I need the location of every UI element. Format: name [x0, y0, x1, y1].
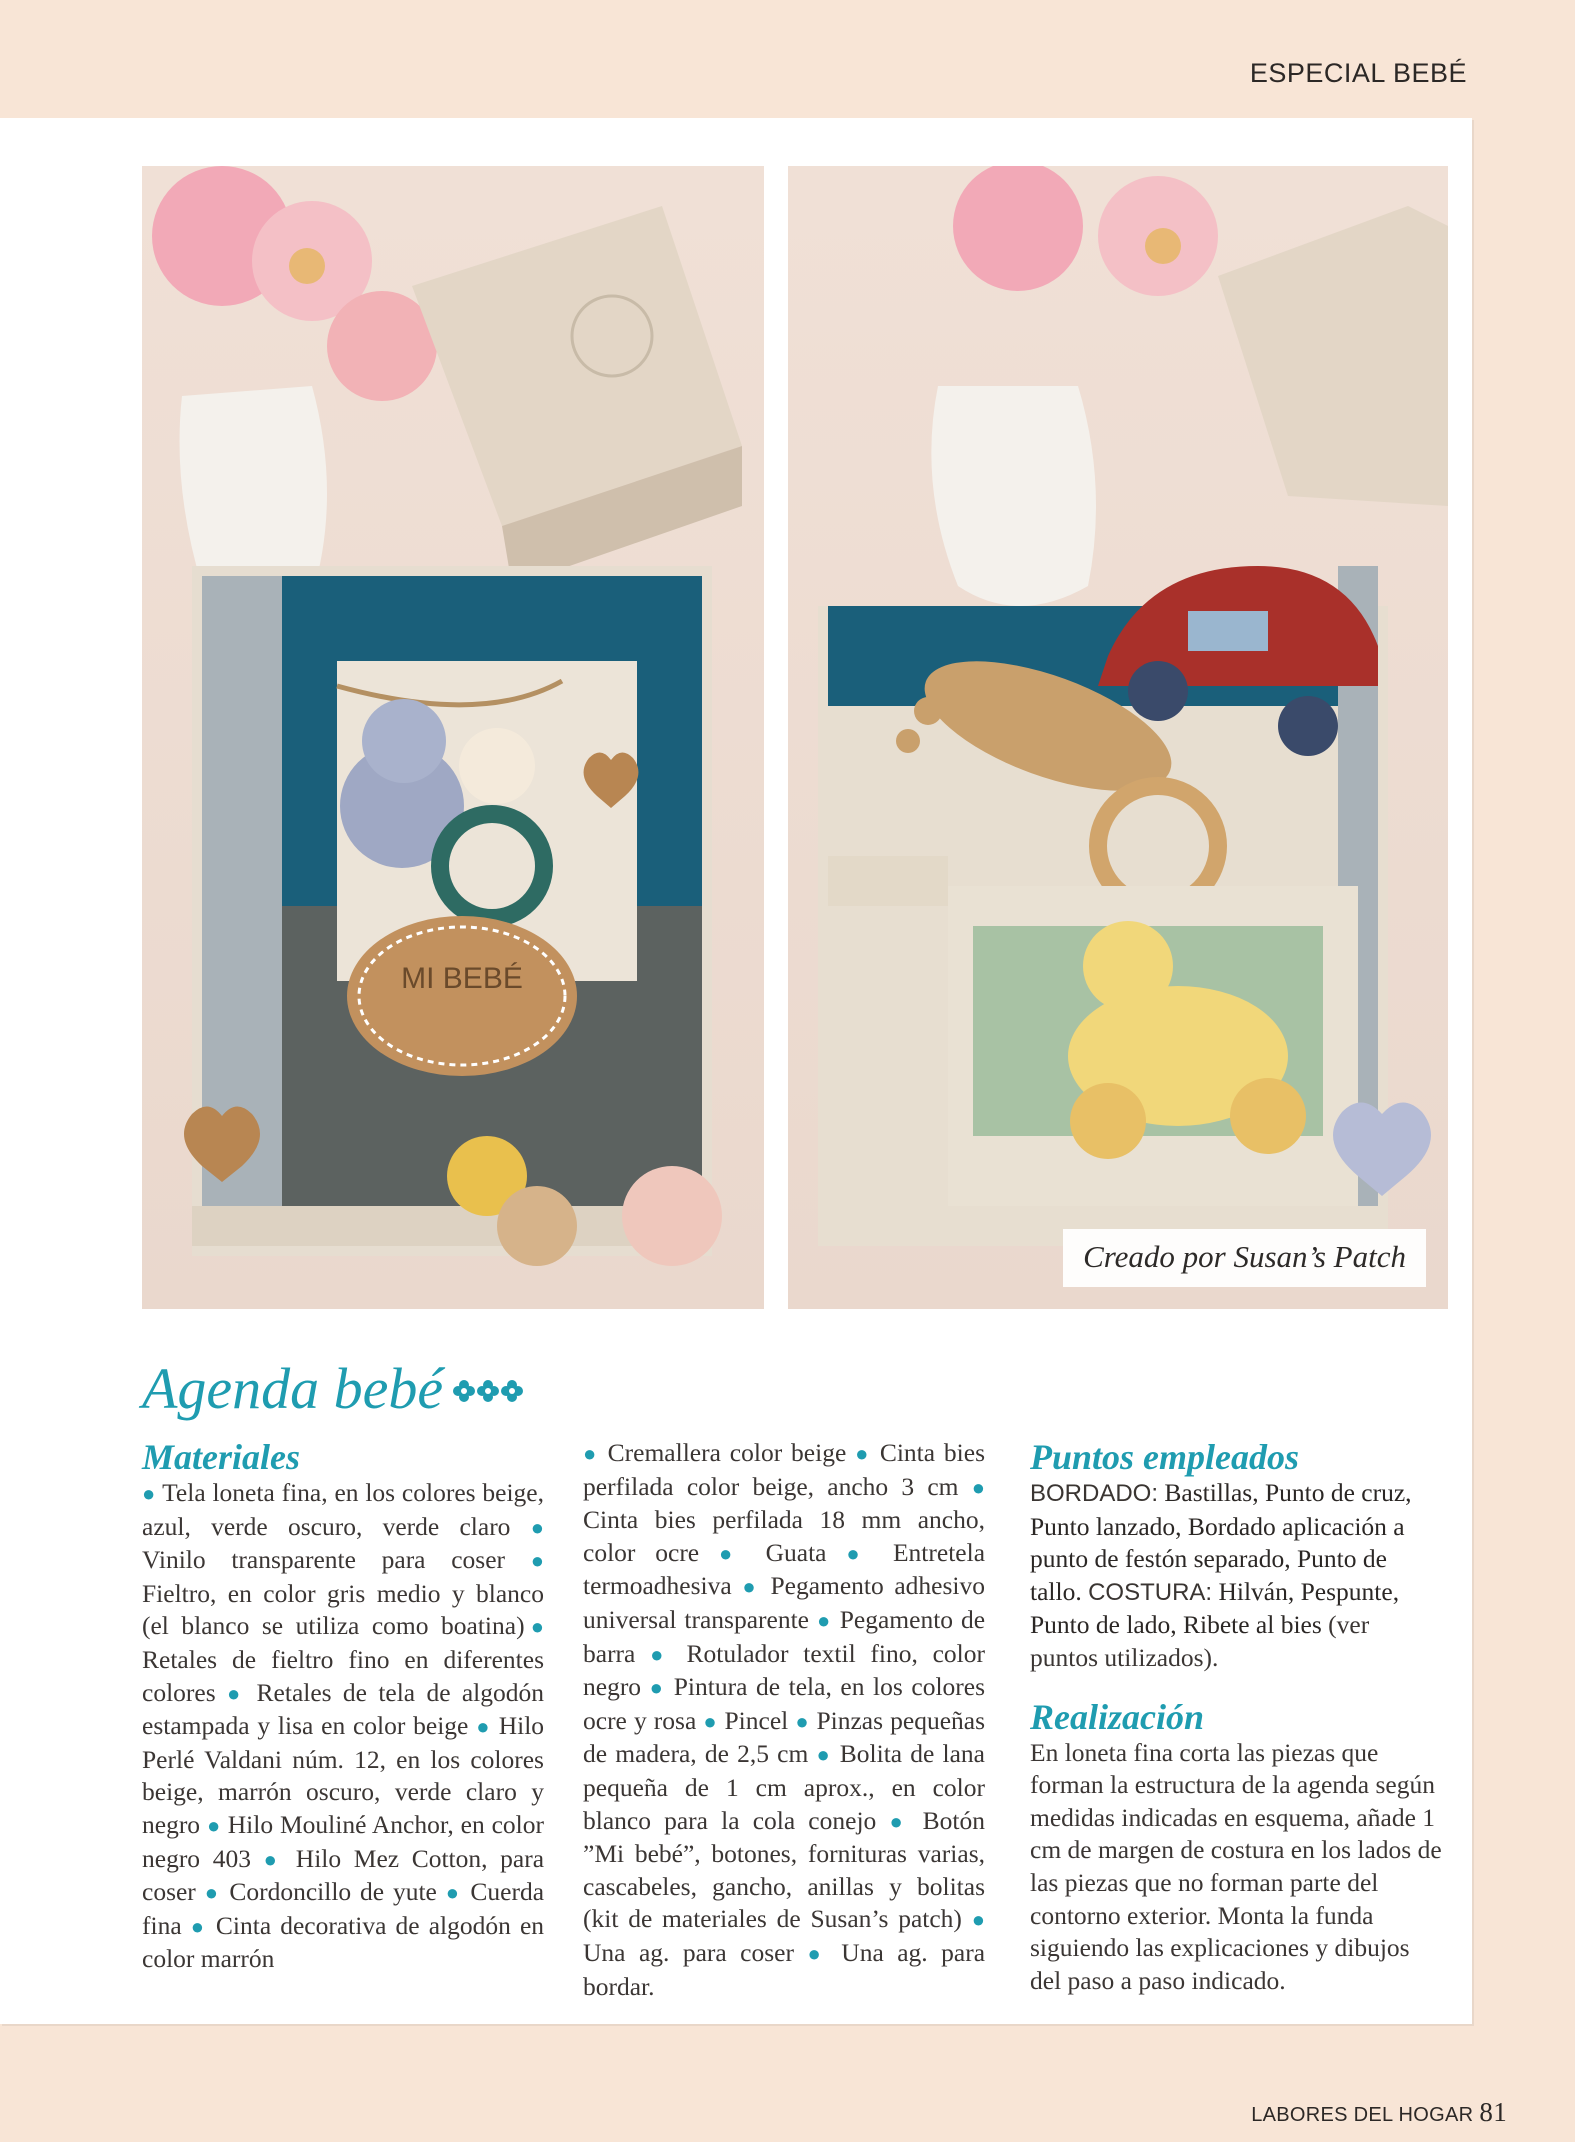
- material-item: Pegamento de barra: [583, 1604, 986, 1668]
- photo-caption: Creado por Susan’s Patch: [1063, 1229, 1426, 1287]
- material-item: Guata: [765, 1537, 827, 1567]
- material-item: Fieltro, en color gris medio y blanco (el blanco se utiliza como boatina): [142, 1578, 544, 1641]
- article-title: [142, 1356, 523, 1421]
- bordado-text: Bastillas, Punto de cruz, Punto lanzado, Bordado aplicación a punto de festón separado, Punto de tallo.: [1030, 1478, 1412, 1606]
- bordado-label: BORDADO:: [1030, 1480, 1159, 1507]
- material-item: Botón ”Mi bebé”, botones, fornituras varias, cascabeles, gancho, anillas y bolitas (kit de materiales de Susan’s patch): [583, 1805, 986, 1934]
- agenda-front-illustration: [142, 166, 764, 1309]
- material-item: Cremallera color beige: [607, 1438, 847, 1467]
- material-item: Hilo Mez Cotton, para coser: [142, 1843, 545, 1907]
- section-header: ESPECIAL BEBÉ: [1249, 58, 1467, 88]
- realizacion-text: En loneta fina corta las piezas que forman la estructura de la agenda según medidas indicadas en esquema, añade 1 cm de margen de costura en los lados de las piezas que no forman parte del contorno exterior. Monta la funda siguiendo las explicaciones y dibujos del paso a paso indicado.: [1030, 1737, 1442, 1995]
- material-item: Retales de fieltro fino en diferentes colores: [142, 1644, 544, 1707]
- material-item: Cuerda fina: [142, 1877, 545, 1940]
- stitches-note: (ver puntos utilizados).: [1030, 1610, 1370, 1672]
- article-title-text: Agenda bebé: [142, 1356, 444, 1421]
- material-item: Entretela termoadhesiva: [583, 1537, 986, 1601]
- material-item: Pintura de tela, en los colores ocre y rosa: [583, 1672, 986, 1735]
- material-item: Tela loneta fina, en los colores beige, azul, verde oscuro, verde claro: [142, 1478, 544, 1541]
- agenda-back-illustration: [788, 166, 1448, 1309]
- materials-list-part-2: ● Cremallera color beige ● Cinta bies perfilada color beige, ancho 3 cm ● Cinta bies perfilada 18 mm ancho, color ocre ● Guata ● Entretela termoadhesiva ● Pegamento adhesivo universal transparente ● Pegamento de barra ● Rotulador textil fino, color negro ● Pintura de tela, en los colores ocre y rosa ● Pincel ● Pinzas pequeñas de madera, de 2,5 cm ● Bolita de lana pequeña de 1 cm aprox., en color blanco para la cola conejo ● Botón ”Mi bebé”, botones, fornituras varias, cascabeles, gancho, anillas y bolitas (kit de materiales de Susan’s patch) ● Una ag. para coser ● Una ag. para bordar.: [583, 1438, 986, 2001]
- material-item: Vinilo transparente para coser: [142, 1545, 506, 1575]
- stitches-text: [1030, 1477, 1442, 1675]
- realizacion-heading: Realización: [1030, 1696, 1205, 1737]
- page-number: 81: [1479, 2097, 1507, 2127]
- material-item: Bolita de lana pequeña de 1 cm aprox., en color blanco para la cola conejo: [583, 1739, 985, 1835]
- material-item: Pegamento adhesivo universal transparente: [583, 1571, 986, 1634]
- flower-icon: [453, 1380, 475, 1402]
- material-item: Pincel: [724, 1705, 789, 1735]
- photo-agenda-back: [788, 166, 1448, 1309]
- costura-text: Hilván, Pespunte, Punto de lado, Ribete al bies: [1030, 1576, 1400, 1640]
- costura-label: COSTURA:: [1088, 1578, 1213, 1606]
- page-footer: [1251, 2097, 1507, 2128]
- materials-heading: Materiales: [142, 1437, 300, 1477]
- badge-text: MI BEBÉ: [401, 962, 523, 995]
- difficulty-rating: [453, 1380, 523, 1402]
- materials-column-1: [142, 1437, 544, 1976]
- material-item: Una ag. para coser: [583, 1937, 794, 1967]
- photo-agenda-front: [142, 166, 764, 1309]
- materials-column-2: [583, 1437, 985, 2003]
- material-item: Una ag. para bordar.: [583, 1937, 986, 2001]
- stitches-heading: Puntos empleados: [1030, 1437, 1300, 1477]
- materials-list-part-1: ● Tela loneta fina, en los colores beige, azul, verde oscuro, verde claro ● Vinilo transparente para coser ● Fieltro, en color gris medio y blanco (el blanco se utiliza como boatina)● Retales de fieltro fino en diferentes colores ● Retales de tela de algodón estampada y lisa en color beige ● Hilo Perlé Valdani núm. 12, en los colores beige, marrón oscuro, verde claro y negro ● Hilo Mouliné Anchor, en color negro 403 ● Hilo Mez Cotton, para coser ● Cordoncillo de yute ● Cuerda fina ● Cinta decorativa de algodón en color marrón: [142, 1478, 545, 1974]
- material-item: Hilo Perlé Valdani núm. 12, en los colores beige, marrón oscuro, verde claro y negro: [142, 1711, 545, 1839]
- material-item: Cordoncillo de yute: [229, 1877, 437, 1907]
- material-item: Pinzas pequeñas de madera, de 2,5 cm: [583, 1705, 985, 1769]
- material-item: Cinta bies perfilada 18 mm ancho, color ocre: [583, 1505, 985, 1567]
- material-item: Cinta decorativa de algodón en color marrón: [142, 1910, 545, 1974]
- instructions-column: [1030, 1437, 1442, 1997]
- material-item: Retales de tela de algodón estampada y lisa en color beige: [142, 1677, 545, 1741]
- flower-icon: [501, 1380, 523, 1402]
- material-item: Cinta bies perfilada color beige, ancho 3 cm: [583, 1438, 986, 1501]
- flower-icon: [477, 1380, 499, 1402]
- magazine-name: LABORES DEL HOGAR: [1251, 2104, 1474, 2126]
- material-item: Rotulador textil fino, color negro: [583, 1638, 985, 1702]
- material-item: Hilo Mouliné Anchor, en color negro 403: [142, 1809, 545, 1873]
